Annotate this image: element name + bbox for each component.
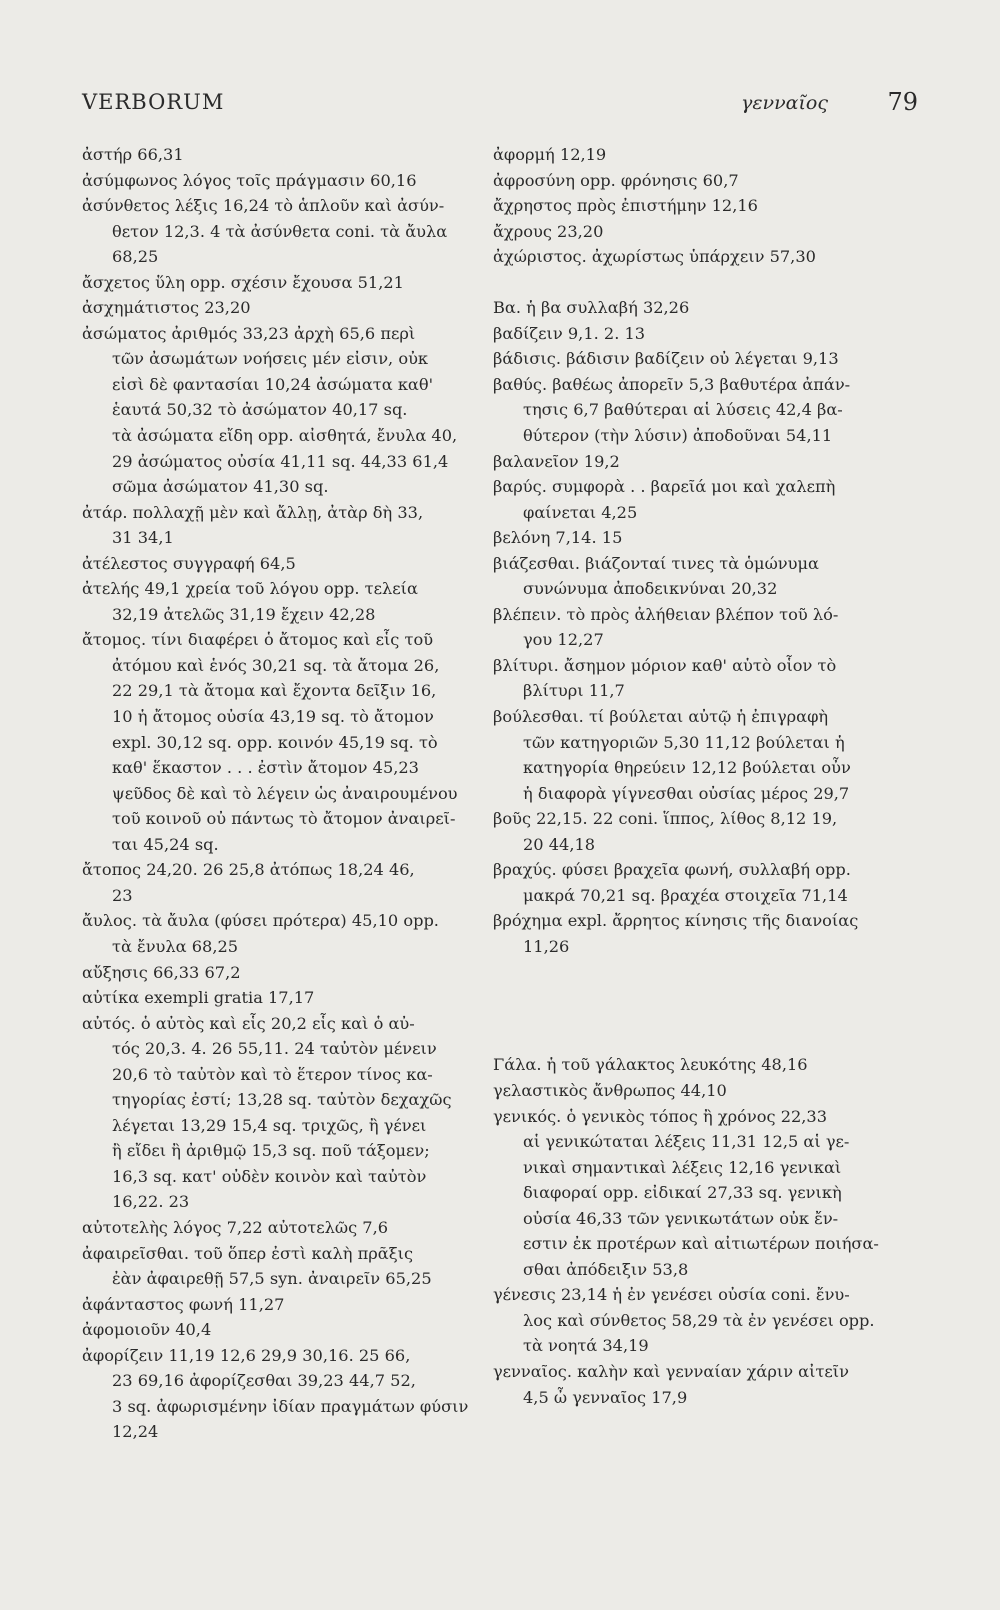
index-entry: βάδισις. βάδισιν βαδίζειν οὐ λέγεται 9,13	[493, 349, 839, 369]
index-entry: βλίτυρι. ἄσημον μόριον καθ' αὑτὸ οἷον τὸ βλίτυρι 11,7	[493, 655, 837, 701]
index-entry: ἀτέλεστος συγγραφή 64,5	[82, 553, 296, 573]
page-header	[82, 90, 918, 120]
index-entry: γενικός. ὁ γενικὸς τόπος ἢ χρόνος 22,33 αἱ γενικώταται λέξεις 11,31 12,5 αἱ γε- νικαὶ σημαντικαὶ λέξεις 12,16 γενικαὶ διαφοραί opp. εἰδικαί 27,33 sq. γενικὴ οὐσία 46,33 τῶν γενικωτάτων οὐκ ἔν- εστιν ἐκ προτέρων καὶ αἰτιωτέρων ποιήσα- σθαι ἀπόδειξιν 53,8	[493, 1106, 879, 1279]
index-entry: Γάλα. ἡ τοῦ γάλακτος λευκότης 48,16	[493, 1055, 808, 1075]
index-entry: βιάζεσθαι. βιάζονταί τινες τὰ ὁμώνυμα συνώνυμα ἀποδεικνύναι 20,32	[493, 553, 819, 599]
index-entry: βούλεσθαι. τί βούλεται αὐτῷ ἡ ἐπιγραφὴ τῶν κατηγοριῶν 5,30 11,12 βούλεται ἡ κατηγορία θηρεύειν 12,12 βούλεται οὖν ἡ διαφορὰ γίγνεσθαι οὐσίας μέρος 29,7	[493, 706, 851, 803]
index-entry: ἀφαιρεῖσθαι. τοῦ ὅπερ ἐστὶ καλὴ πρᾶξις ἐὰν ἀφαιρεθῇ 57,5 syn. ἀναιρεῖν 65,25	[82, 1243, 432, 1289]
index-entry: ἀτελής 49,1 χρεία τοῦ λόγου opp. τελεία 32,19 ἀτελῶς 31,19 ἔχειν 42,28	[82, 579, 418, 624]
index-column-left	[82, 142, 472, 1445]
index-entry: αὐτίκα exempli gratia 17,17	[82, 988, 315, 1008]
index-entry: αὔξησις 66,33 67,2	[82, 962, 241, 982]
index-entry: ἀσύνθετος λέξις 16,24 τὸ ἁπλοῦν καὶ ἀσύν- θετον 12,3. 4 τὰ ἀσύνθετα coni. τὰ ἄυλα 68,25	[82, 196, 448, 267]
index-entry: βλέπειν. τὸ πρὸς ἀλήθειαν βλέπον τοῦ λό- γου 12,27	[493, 604, 839, 650]
index-entry: γελαστικὸς ἄνθρωπος 44,10	[493, 1081, 727, 1100]
index-entry: ἀφορμή 12,19	[493, 145, 607, 164]
index-entry: ἄχρους 23,20	[493, 221, 604, 241]
index-entry: γένεσις 23,14 ἡ ἐν γενέσει οὐσία coni. ἔνυ- λος καὶ σύνθετος 58,29 τὰ ἐν γενέσει opp. τὰ νοητά 34,19	[493, 1285, 875, 1356]
index-entry: βαλανεῖον 19,2	[493, 451, 620, 471]
index-entry: αὐτοτελὴς λόγος 7,22 αὐτοτελῶς 7,6	[82, 1217, 389, 1237]
page-number: 79	[887, 88, 918, 116]
index-entry: ἄτοπος 24,20. 26 25,8 ἀτόπως 18,24 46, 23	[82, 860, 415, 905]
index-entry: αὐτός. ὁ αὐτὸς καὶ εἷς 20,2 εἷς καὶ ὁ αὐ- τός 20,3. 4. 26 55,11. 24 ταὐτὸν μένειν 20,6 τὸ ταὐτὸν καὶ τὸ ἕτερον τίνος κα- τηγορίας ἐστί; 13,28 sq. ταὐτὸν δεχαχῶς λέγεται 13,29 15,4 sq. τριχῶς, ἢ γένει ἢ εἴδει ἢ ἀριθμῷ 15,3 sq. ποῦ τάξομεν; 16,3 sq. κατ' οὐδὲν κοινὸν καὶ ταὐτὸν 16,22. 23	[82, 1013, 452, 1212]
index-entry: ἄυλος. τὰ ἄυλα (φύσει πρότερα) 45,10 opp. τὰ ἔνυλα 68,25	[82, 911, 439, 956]
index-entry: Βα. ἡ βα συλλαβή 32,26	[493, 298, 690, 318]
index-entry: βαθύς. βαθέως ἀπορεῖν 5,3 βαθυτέρα ἀπάν- τησις 6,7 βαθύτεραι αἱ λύσεις 42,4 βα- θύτερον (τὴν λύσιν) ἀποδοῦναι 54,11	[493, 374, 851, 445]
index-entry: βαδίζειν 9,1. 2. 13	[493, 323, 646, 343]
index-entry: γενναῖος. καλὴν καὶ γενναίαν χάριν αἰτεῖν 4,5 ὦ γενναῖος 17,9	[493, 1362, 849, 1407]
running-head-left: VERBORUM	[82, 90, 225, 114]
index-entry: ἀχώριστος. ἀχωρίστως ὑπάρχειν 57,30	[493, 247, 816, 267]
index-entry: ἀσχημάτιστος 23,20	[82, 298, 251, 318]
running-head-catchword: γενναῖος	[740, 92, 828, 114]
index-entry: βραχύς. φύσει βραχεῖα φωνή, συλλαβή opp. μακρά 70,21 sq. βραχέα στοιχεῖα 71,14	[493, 860, 851, 905]
index-entry: ἄχρηστος πρὸς ἐπιστήμην 12,16	[493, 196, 758, 216]
index-entry: βελόνη 7,14. 15	[493, 528, 623, 548]
index-entry: βοῦς 22,15. 22 coni. ἵππος, λίθος 8,12 19, 20 44,18	[493, 809, 838, 854]
index-entry: βρόχημα expl. ἄρρητος κίνησις τῆς διανοίας 11,26	[493, 911, 859, 956]
index-entry: ἀφορίζειν 11,19 12,6 29,9 30,16. 25 66, 23 69,16 ἀφορίζεσθαι 39,23 44,7 52, 3 sq. ἀφωρισμένην ἰδίαν πραγμάτων φύσιν 12,24	[82, 1345, 469, 1442]
index-entry: βαρύς. συμφορὰ . . βαρεῖά μοι καὶ χαλεπὴ φαίνεται 4,25	[493, 477, 836, 522]
index-entry: ἀφροσύνη opp. φρόνησις 60,7	[493, 170, 739, 190]
index-entry: ἄσχετος ὕλη opp. σχέσιν ἔχουσα 51,21	[82, 272, 404, 292]
index-entry: ἀσύμφωνος λόγος τοῖς πράγμασιν 60,16	[82, 170, 417, 190]
index-entry: ἀτάρ. πολλαχῇ μὲν καὶ ἄλλῃ, ἀτὰρ δὴ 33, 31 34,1	[82, 502, 424, 548]
index-column-right	[493, 142, 893, 1410]
index-entry: ἀστήρ 66,31	[82, 145, 184, 164]
index-entry: ἀφομοιοῦν 40,4	[82, 1320, 212, 1340]
index-entry: ἀφάνταστος φωνή 11,27	[82, 1294, 285, 1314]
index-entry: ἄτομος. τίνι διαφέρει ὁ ἄτομος καὶ εἷς τοῦ ἀτόμου καὶ ἑνός 30,21 sq. τὰ ἄτομα 26, 22 29,1 τὰ ἄτομα καὶ ἔχοντα δεῖξιν 16, 10 ἡ ἄτομος οὐσία 43,19 sq. τὸ ἄτομον expl. 30,12 sq. opp. κοινόν 45,19 sq. τὸ καθ' ἕκαστον . . . ἐστὶν ἄτομον 45,23 ψεῦδος δὲ καὶ τὸ λέγειν ὡς ἀναιρουμένου τοῦ κοινοῦ οὐ πάντως τὸ ἄτομον ἀναιρεῖ- ται 45,24 sq.	[82, 630, 458, 854]
index-entry: ἀσώματος ἀριθμός 33,23 ἀρχὴ 65,6 περὶ τῶν ἀσωμάτων νοήσεις μέν εἰσιν, οὐκ εἰσὶ δὲ φαντασίαι 10,24 ἀσώματα καθ' ἑαυτά 50,32 τὸ ἀσώματον 40,17 sq. τὰ ἀσώματα εἴδη opp. αἰσθητά, ἔνυλα 40, 29 ἀσώματος οὐσία 41,11 sq. 44,33 61,4 σῶμα ἀσώματον 41,30 sq.	[82, 323, 458, 497]
